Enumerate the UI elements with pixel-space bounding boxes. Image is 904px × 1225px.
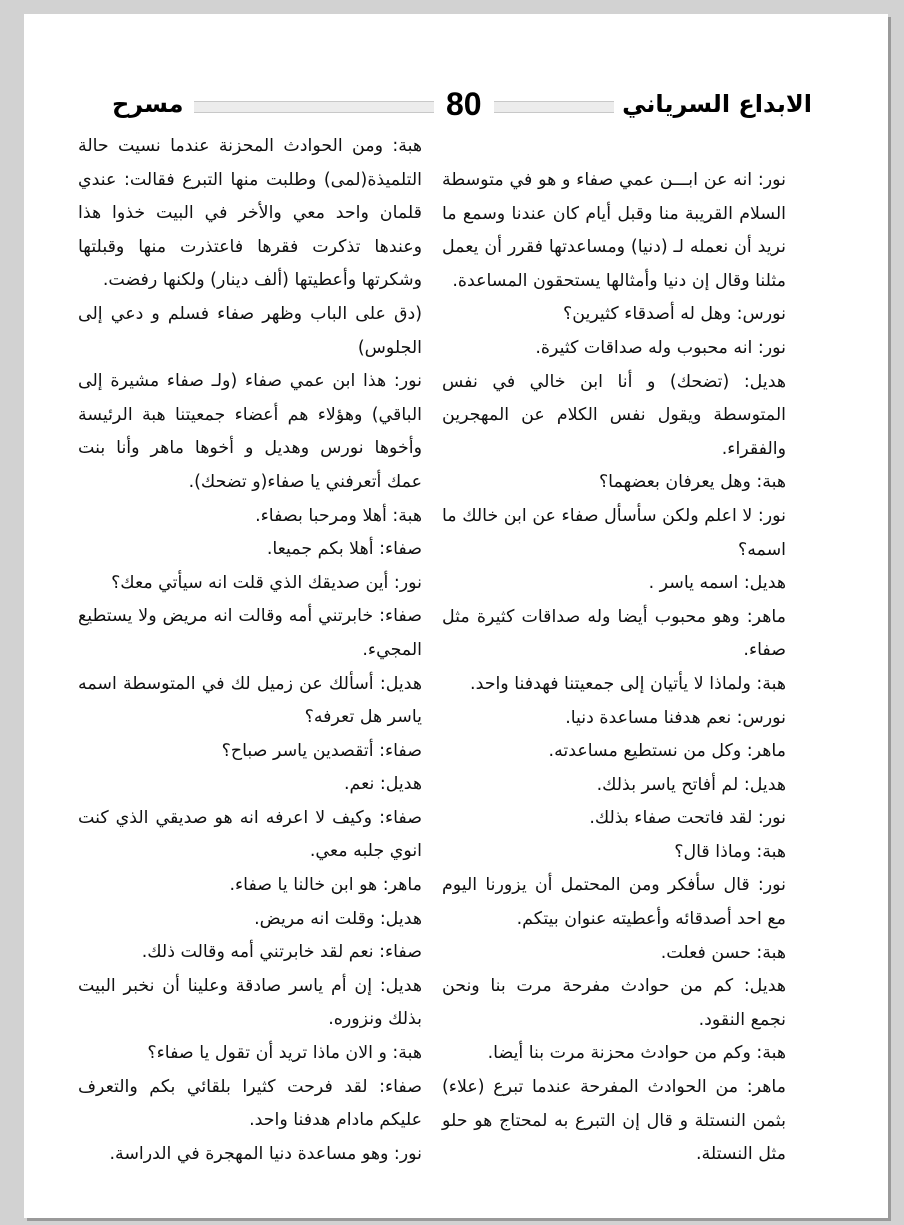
- dialogue-line: نور: هذا ابن عمي صفاء (ولـ صفاء مشيرة إلى الباقي) وهؤلاء هم أعضاء جمعيتنا هبة الرئيسة وأخوها نورس وهديل و أخوها ماهر وأنا بنت عمك أتعرفني يا صفاء(و تضحك).: [78, 371, 422, 492]
- dialogue-line: صفاء: لقد فرحت كثيرا بلقائي بكم والتعرف عليكم مادام هدفنا واحد.: [78, 1076, 422, 1131]
- dialogue-line: نور: انه عن ابـــن عمي صفاء و هو في متوسطة السلام القريبة منا وقبل أيام كان عندنا وسمع ما نريد أن نعمله لـ (دنيا) ومساعدتها فقرر أن يعمل مثلنا وقال إن دنيا وأمثالها يستحقون المساعدة.: [442, 170, 786, 291]
- dialogue-line: هبة: وهل يعرفان بعضهما؟: [598, 472, 786, 493]
- dialogue-line: نور: لقد فاتحت صفاء بذلك.: [589, 808, 786, 829]
- dialogue-line: نور: لا اعلم ولكن سأسأل صفاء عن ابن خالك ما اسمه؟: [442, 505, 786, 560]
- dialogue-line: صفاء: أتقصدين ياسر صباح؟: [221, 740, 422, 761]
- dialogue-line: هبة: ومن الحوادث المحزنة عندما نسيت حالة التلميذة(لمى) وطلبت منها التبرع فقالت: عندي قلمان واحد معي والأخر في البيت خذوا هذا وعندها تذكرت فقرها فاعتذرت منها وقبلتها وشكرتها وأعطيتها (ألف دينار) ولكنها رفضت.: [78, 136, 422, 291]
- right-text-column: [442, 164, 786, 1172]
- dialogue-line: ماهر: وهو محبوب أيضا وله صداقات كثيرة مثل صفاء.: [442, 606, 786, 661]
- dialogue-line: هديل: نعم.: [343, 774, 422, 795]
- magazine-title: الابداع السرياني: [614, 87, 820, 121]
- dialogue-line: هديل: كم من حوادث مفرحة مرت بنا ونحن نجمع النقود.: [442, 976, 786, 1030]
- page-number: 80: [434, 85, 494, 123]
- dialogue-line: هبة: و الان ماذا تريد أن تقول يا صفاء؟: [147, 1043, 422, 1064]
- dialogue-line: هديل: (تضحك) و أنا ابن خالي في نفس المتوسطة ويقول نفس الكلام عن المهجرين والفقراء.: [442, 371, 786, 459]
- dialogue-line: صفاء: وكيف لا اعرفه انه هو صديقي الذي كنت انوي جلبه معي.: [78, 807, 422, 862]
- page-header: [102, 87, 820, 123]
- dialogue-line: نور: قال سأفكر ومن المحتمل أن يزورنا اليوم مع احد أصدقائه وأعطيته عنوان بيتكم.: [442, 875, 786, 930]
- dialogue-line: نور: وهو مساعدة دنيا المهجرة في الدراسة.: [109, 1143, 422, 1164]
- dialogue-line: ماهر: هو ابن خالنا يا صفاء.: [229, 875, 422, 896]
- dialogue-line: هديل: إن أم ياسر صادقة وعلينا أن نخبر البيت بذلك ونزوره.: [78, 975, 422, 1030]
- left-text-column: [78, 130, 422, 1171]
- dialogue-line: ماهر: من الحوادث المفرحة عندما تبرع (علاء) بثمن النستلة و قال إن التبرع به لمحتاج هو حلو مثل النستلة.: [442, 1077, 786, 1165]
- dialogue-line: نورس: نعم هدفنا مساعدة دنيا.: [565, 707, 786, 728]
- dialogue-line: نور: أين صديقك الذي قلت انه سيأتي معك؟: [111, 572, 422, 593]
- dialogue-line: هديل: لم أفاتح ياسر بذلك.: [596, 774, 786, 795]
- dialogue-line: ماهر: وكل من نستطيع مساعدته.: [548, 741, 786, 762]
- stage-direction: (دق على الباب وظهر صفاء فسلم و دعي إلى الجلوس): [78, 303, 422, 358]
- dialogue-line: هبة: حسن فعلت.: [660, 942, 786, 963]
- dialogue-line: نور: انه محبوب وله صداقات كثيرة.: [535, 337, 786, 358]
- dialogue-line: هبة: أهلا ومرحبا بصفاء.: [255, 505, 422, 526]
- dialogue-line: صفاء: أهلا بكم جميعا.: [266, 539, 422, 560]
- dialogue-line: هبة: وماذا قال؟: [674, 841, 786, 862]
- dialogue-line: صفاء: نعم لقد خابرتني أمه وقالت ذلك.: [141, 942, 422, 963]
- dialogue-line: هبة: ولماذا لا يأتيان إلى جمعيتنا فهدفنا واحد.: [470, 673, 786, 694]
- dialogue-line: نورس: وهل له أصدقاء كثيرين؟: [563, 304, 786, 325]
- dialogue-line: هبة: وكم من حوادث محزنة مرت بنا أيضا.: [487, 1043, 786, 1064]
- dialogue-line: هديل: اسمه ياسر .: [648, 573, 786, 594]
- dialogue-line: هديل: أسألك عن زميل لك في المتوسطة اسمه ياسر هل تعرفه؟: [78, 673, 422, 728]
- dialogue-line: صفاء: خابرتني أمه وقالت انه مريض ولا يستطيع المجيء.: [78, 606, 422, 660]
- dialogue-line: هديل: وقلت انه مريض.: [254, 908, 422, 929]
- section-label: مسرح: [102, 87, 194, 121]
